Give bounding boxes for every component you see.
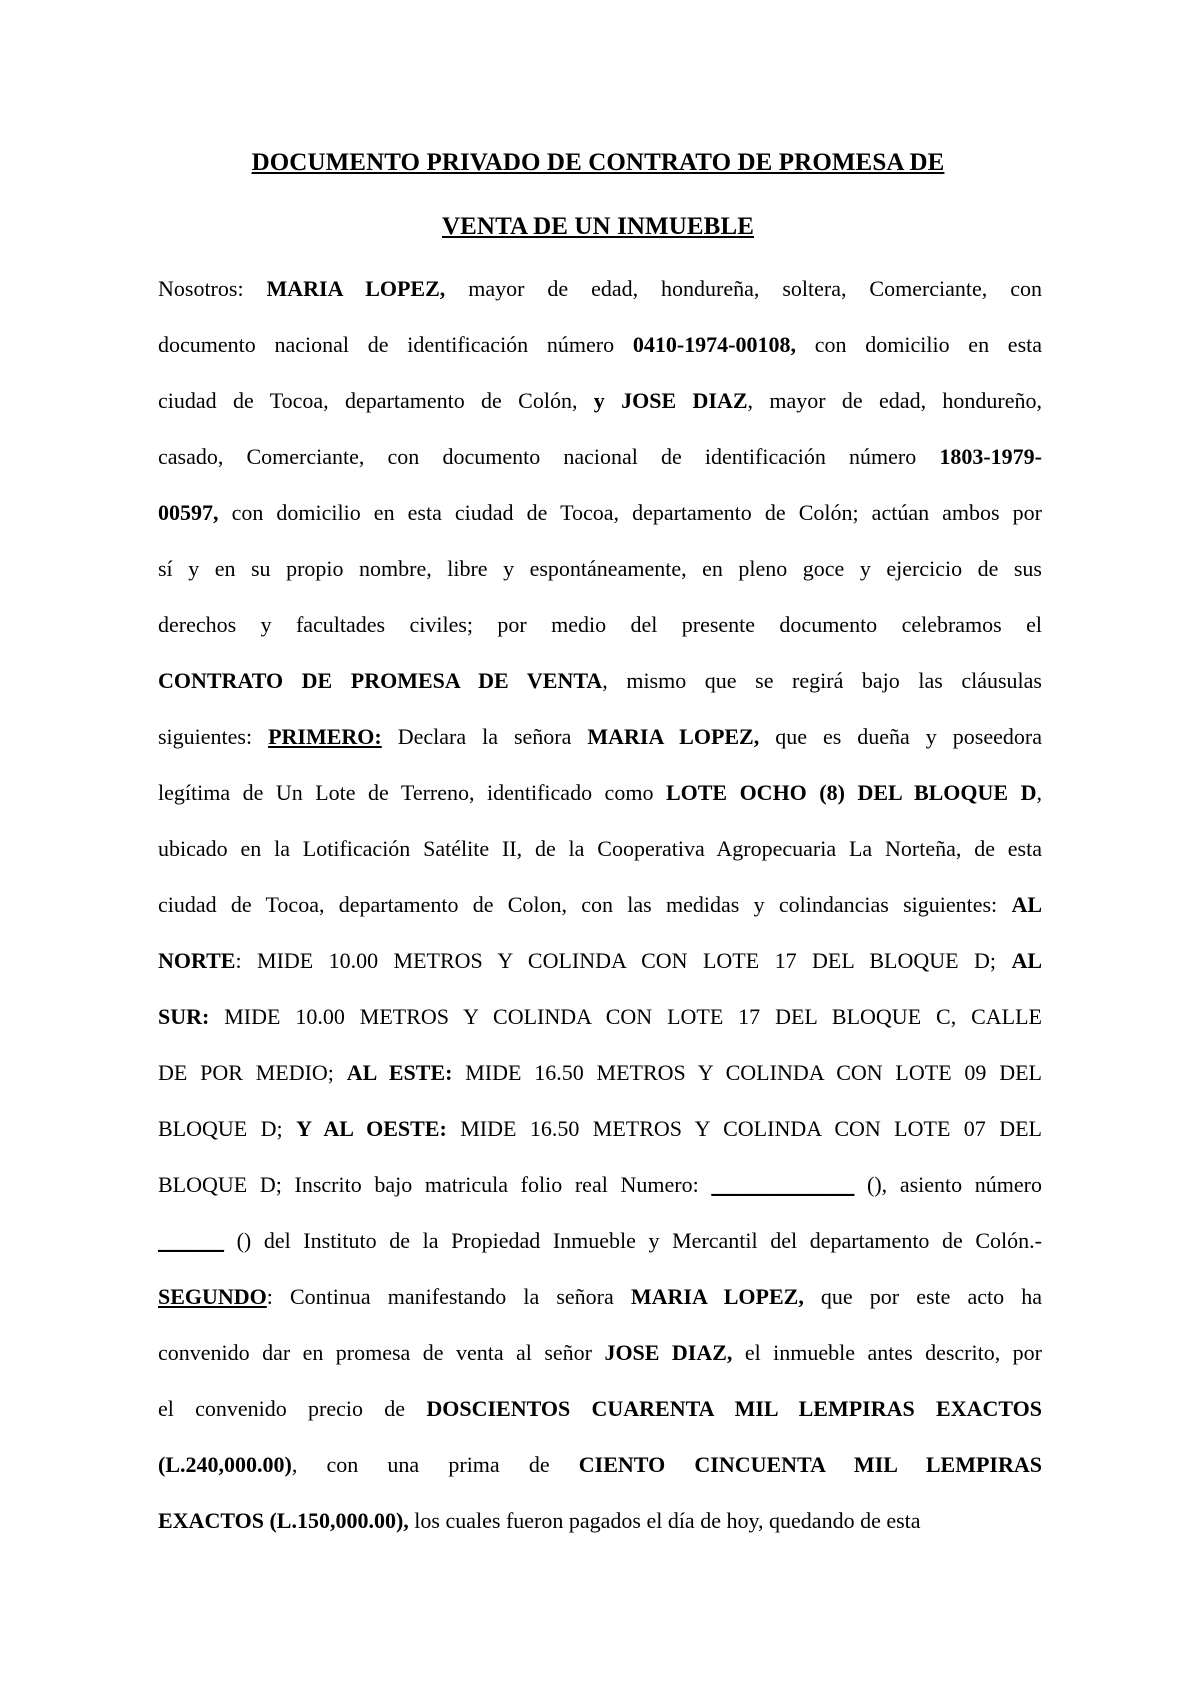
- text-segment: BLOQUE D; Inscrito bajo matricula folio real Numero:: [158, 1172, 712, 1197]
- text-segment: , mismo que se regirá bajo las cláusulas: [602, 668, 1042, 693]
- text-segment: : Continua manifestando la señora: [266, 1284, 631, 1309]
- text-segment: : MIDE 10.00 METROS Y COLINDA CON LOTE 17 DEL BLOQUE D;: [235, 948, 1012, 973]
- text-segment: MARIA LOPEZ,: [587, 724, 760, 749]
- body-line: [158, 833, 1042, 889]
- body-line: [158, 1449, 1042, 1505]
- text-segment: CIENTO CINCUENTA MIL LEMPIRAS: [578, 1452, 1043, 1477]
- text-segment: con domicilio en esta: [796, 332, 1043, 357]
- text-segment: () del Instituto de la Propiedad Inmueble y Mercantil del departamento de Colón.-: [224, 1228, 1042, 1253]
- body-line: [158, 1393, 1042, 1449]
- body-line: [158, 945, 1042, 1001]
- text-segment: con domicilio en esta ciudad de Tocoa, departamento de Colón; actúan ambos por: [218, 500, 1042, 525]
- body-line: [158, 497, 1042, 553]
- document-body: [158, 273, 1042, 1561]
- text-segment: que es dueña y poseedora: [759, 724, 1042, 749]
- text-segment: AL ESTE:: [346, 1060, 453, 1085]
- text-segment: EXACTOS (L.150,000.00),: [158, 1508, 409, 1533]
- text-segment: convenido dar en promesa de venta al señor: [158, 1340, 605, 1365]
- text-segment: MARIA LOPEZ,: [266, 276, 446, 301]
- text-segment: el inmueble antes descrito, por: [732, 1340, 1042, 1365]
- text-segment: y JOSE DIAZ: [593, 388, 748, 413]
- text-segment: 0410-1974-00108,: [632, 332, 797, 357]
- text-segment: ______: [158, 1228, 224, 1253]
- text-segment: AL: [1011, 892, 1042, 917]
- text-segment: derechos y facultades civiles; por medio del presente documento celebramos el: [158, 612, 1042, 637]
- body-line: [158, 1337, 1042, 1393]
- text-segment: Nosotros:: [158, 276, 267, 301]
- text-segment: ciudad de Tocoa, departamento de Colón,: [158, 388, 594, 413]
- body-line: [158, 385, 1042, 441]
- text-segment: (), asiento número: [854, 1172, 1043, 1197]
- text-segment: BLOQUE D;: [158, 1116, 297, 1141]
- text-segment: DE POR MEDIO;: [158, 1060, 347, 1085]
- body-line: [158, 665, 1042, 721]
- text-segment: documento nacional de identificación número: [158, 332, 633, 357]
- text-segment: , con una prima de: [291, 1452, 579, 1477]
- text-segment: LOTE OCHO (8) DEL BLOQUE D: [665, 780, 1037, 805]
- text-segment: _____________: [711, 1172, 855, 1197]
- text-segment: MARIA LOPEZ,: [630, 1284, 804, 1309]
- body-line: [158, 273, 1042, 329]
- text-segment: que por este acto ha: [803, 1284, 1043, 1309]
- text-segment: 00597,: [158, 500, 219, 525]
- text-segment: Y AL OESTE:: [296, 1116, 447, 1141]
- text-segment: ciudad de Tocoa, departamento de Colon, con las medidas y colindancias siguientes:: [158, 892, 1012, 917]
- text-segment: 1803-1979-: [939, 444, 1042, 469]
- body-line: [158, 1169, 1042, 1225]
- text-segment: , mayor de edad, hondureño,: [747, 388, 1042, 413]
- text-segment: CONTRATO DE PROMESA DE VENTA: [158, 668, 603, 693]
- text-segment: sí y en su propio nombre, libre y espontáneamente, en pleno goce y ejercicio de sus: [158, 556, 1042, 581]
- text-segment: Declara la señora: [381, 724, 588, 749]
- text-segment: casado, Comerciante, con documento nacional de identificación número: [158, 444, 940, 469]
- text-segment: AL: [1011, 948, 1042, 973]
- document-title-line-2: VENTA DE UN INMUEBLE: [442, 213, 754, 240]
- body-line: [158, 777, 1042, 833]
- text-segment: JOSE DIAZ,: [604, 1340, 733, 1365]
- text-segment: ,: [1036, 780, 1042, 805]
- body-line: [158, 1281, 1042, 1337]
- text-segment: siguientes:: [158, 724, 269, 749]
- body-line: [158, 889, 1042, 945]
- text-segment: legítima de Un Lote de Terreno, identificado como: [158, 780, 666, 805]
- text-segment: el convenido precio de: [158, 1396, 427, 1421]
- text-segment: los cuales fueron pagados el día de hoy, quedando de esta: [408, 1508, 921, 1533]
- body-line: [158, 553, 1042, 609]
- body-line: [158, 1113, 1042, 1169]
- body-line: [158, 609, 1042, 665]
- text-segment: MIDE 16.50 METROS Y COLINDA CON LOTE 07 DEL: [446, 1116, 1042, 1141]
- text-segment: (L.240,000.00): [158, 1452, 292, 1477]
- body-line: [158, 721, 1042, 777]
- text-segment: PRIMERO:: [268, 724, 382, 749]
- document-title-line-1: DOCUMENTO PRIVADO DE CONTRATO DE PROMESA DE: [251, 149, 945, 176]
- text-segment: DOSCIENTOS CUARENTA MIL LEMPIRAS EXACTOS: [426, 1396, 1042, 1421]
- text-segment: NORTE: [158, 948, 236, 973]
- body-line: [158, 1001, 1042, 1057]
- text-segment: MIDE 10.00 METROS Y COLINDA CON LOTE 17 DEL BLOQUE C, CALLE: [209, 1004, 1042, 1029]
- body-line: [158, 441, 1042, 497]
- text-segment: SUR:: [158, 1004, 210, 1029]
- body-line: [158, 329, 1042, 385]
- body-line: [158, 1057, 1042, 1113]
- text-segment: ubicado en la Lotificación Satélite II, de la Cooperativa Agropecuaria La Norteña, de esta: [158, 836, 1042, 861]
- body-line: [158, 1225, 1042, 1281]
- text-segment: SEGUNDO: [158, 1284, 267, 1309]
- text-segment: mayor de edad, hondureña, soltera, Comerciante, con: [445, 276, 1043, 301]
- body-line: [158, 1505, 1042, 1561]
- text-segment: MIDE 16.50 METROS Y COLINDA CON LOTE 09 DEL: [452, 1060, 1042, 1085]
